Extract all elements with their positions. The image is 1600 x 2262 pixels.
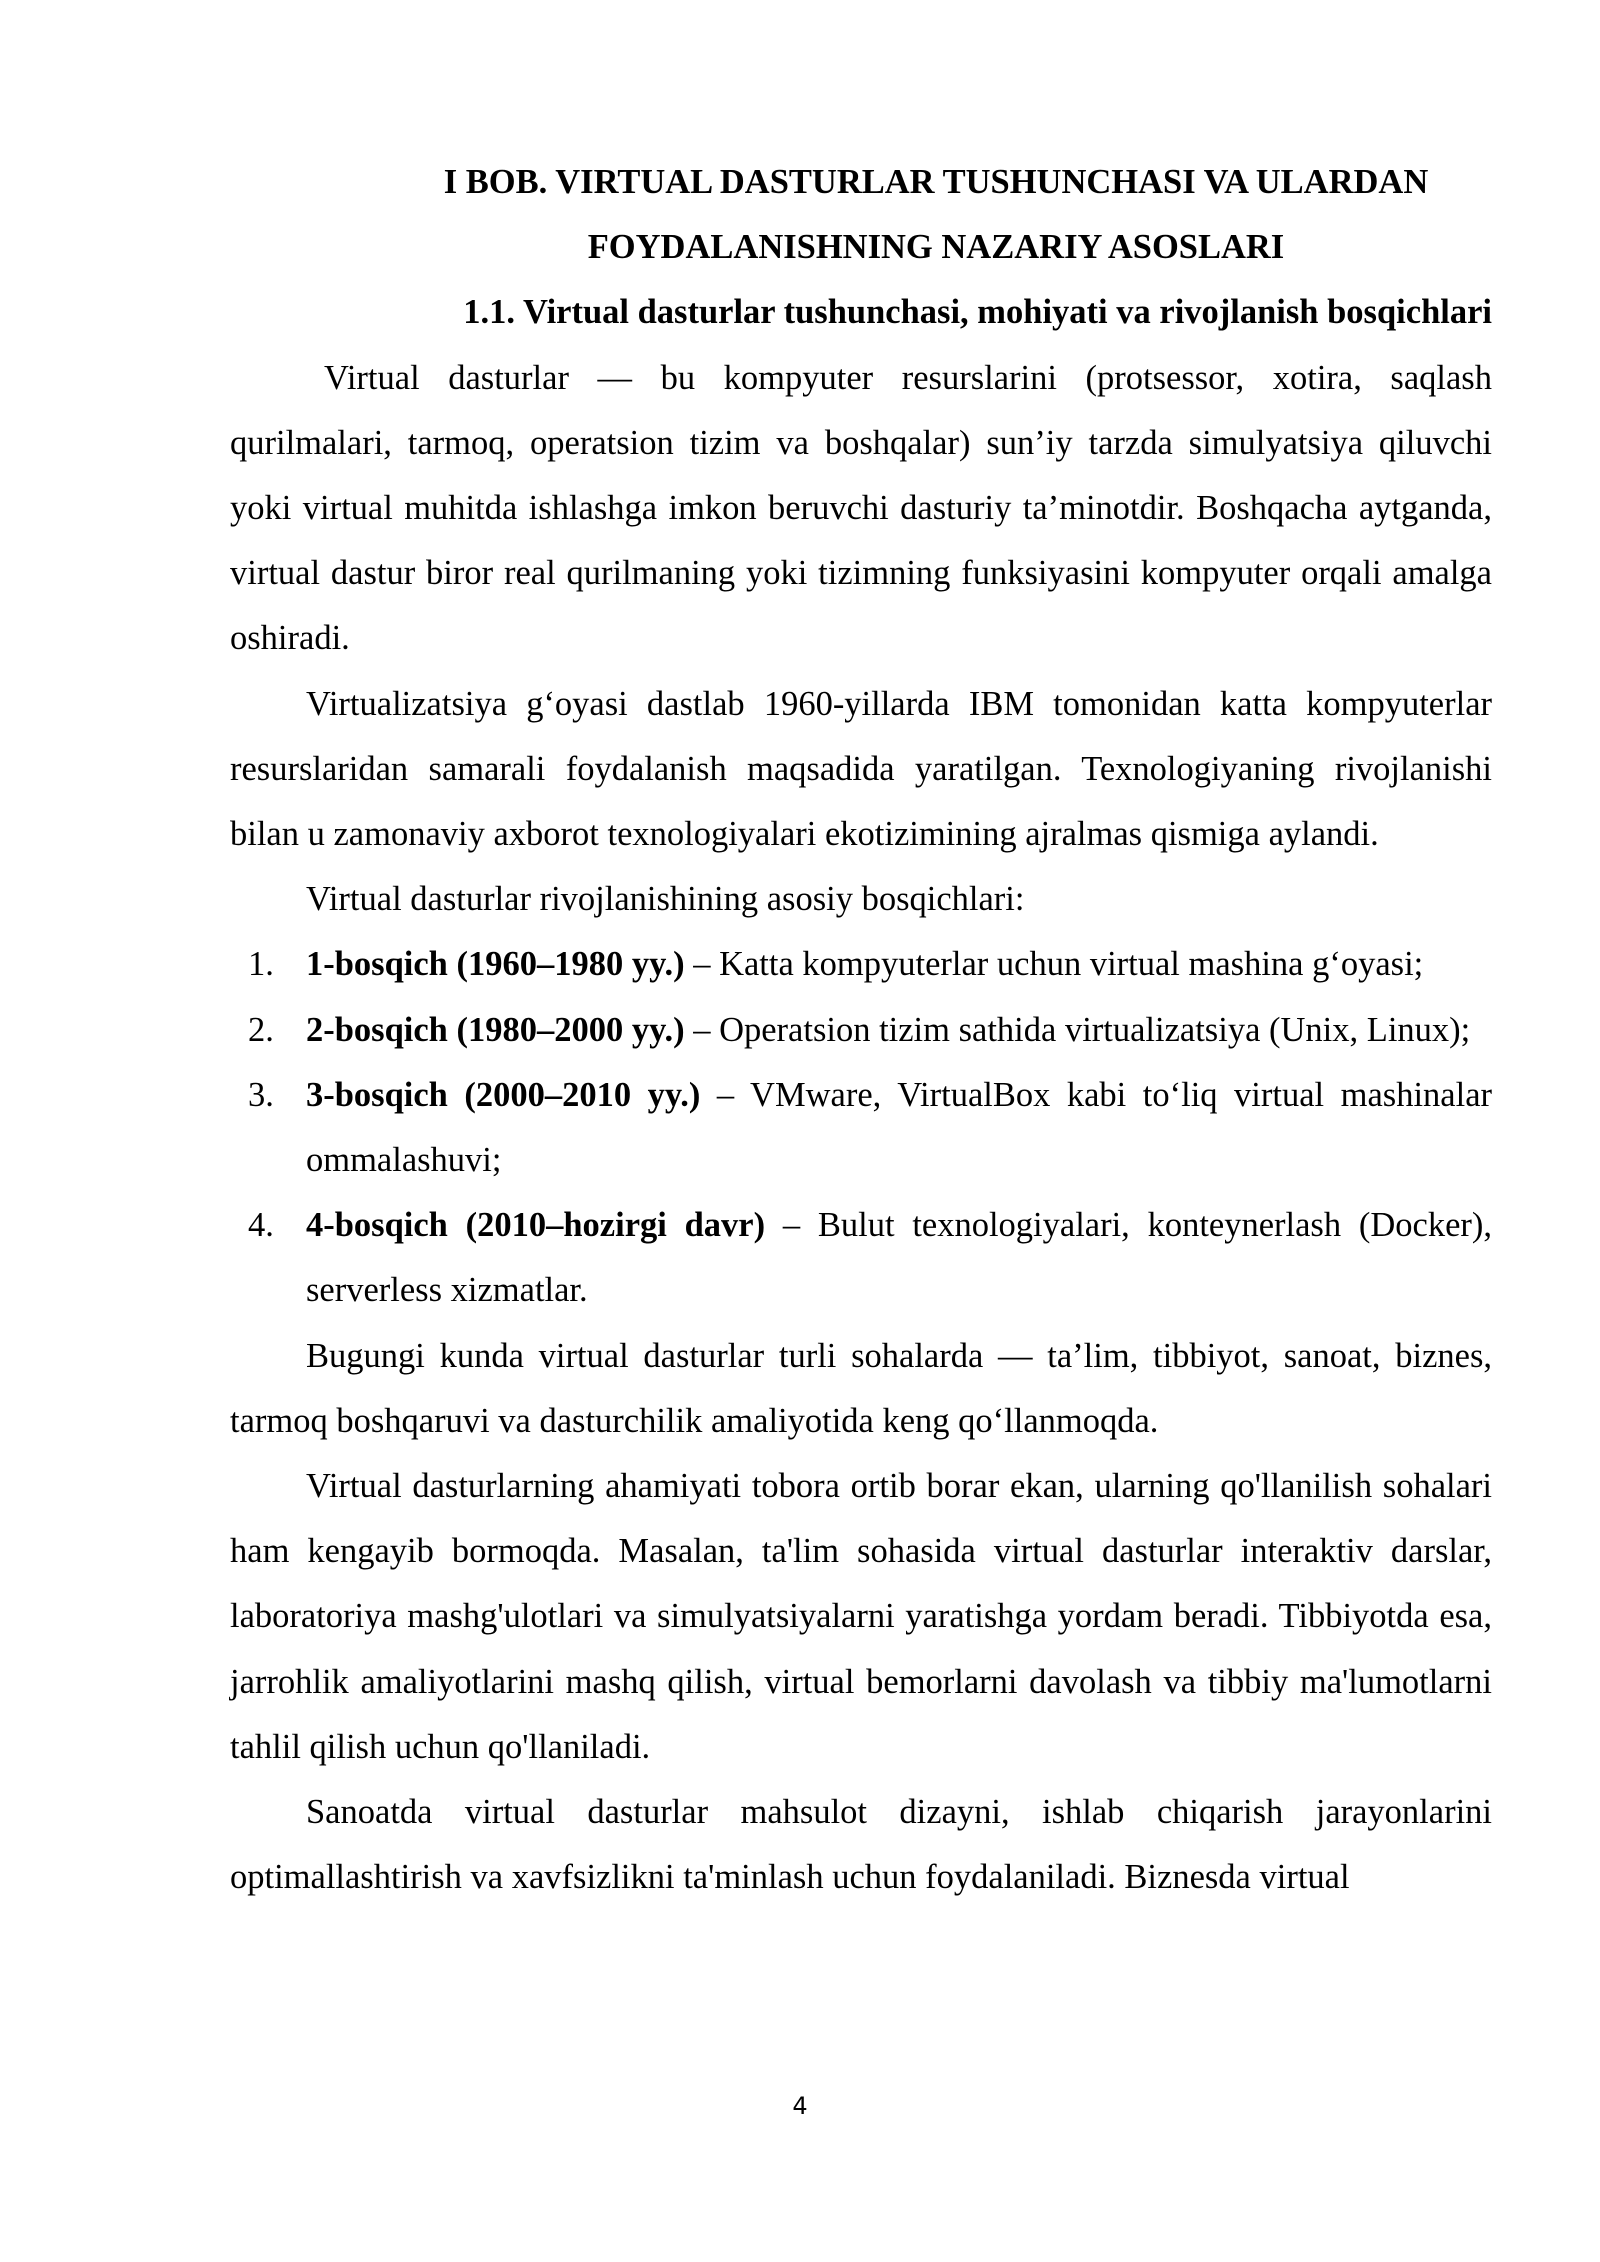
list-item (230, 932, 1492, 997)
chapter-title-line-1: I BOB. VIRTUAL DASTURLAR TUSHUNCHASI VA ULARDAN (443, 163, 1429, 201)
list-item (230, 1063, 1492, 1193)
paragraph-history: Virtualizatsiya g‘oyasi dastlab 1960-yillarda IBM tomonidan katta kompyuterlar resurslaridan samarali foydalanish maqsadida yaratilgan. Texnologiyaning rivojlanishi bilan u zamonaviy axborot texnologiyalari ekotizimining ajralmas qismiga aylandi. (230, 684, 1492, 854)
list-item (230, 998, 1492, 1063)
paragraph-industry: Sanoatda virtual dasturlar mahsulot dizayni, ishlab chiqarish jarayonlarini optimallashtirish va xavfsizlikni ta'minlash uchun foydalaniladi. Biznesda virtual (230, 1793, 1492, 1897)
list-item-label: 4-bosqich (2010–hozirgi davr) (306, 1206, 766, 1245)
list-item-text: – Katta kompyuterlar uchun virtual mashina g‘oyasi; (684, 945, 1424, 984)
list-item-label: 1-bosqich (1960–1980 yy.) (306, 945, 685, 984)
list-item-number: 3. (248, 1075, 274, 1114)
paragraph-definition: Virtual dasturlar — bu kompyuter resurslarini (protsessor, xotira, saqlash qurilmalari, tarmoq, operatsion tizim va boshqalar) sun’iy tarzda simulyatsiya qiluvchi yoki virtual muhitda ishlashga imkon beruvchi dasturiy ta’minotdir. Boshqacha aytganda, virtual dastur biror real qurilmaning yoki tizimning funksiyasini kompyuter orqali amalga oshiradi. (230, 358, 1492, 658)
section-title: 1.1. Virtual dasturlar tushunchasi, mohiyati va rivojlanish bosqichlari (463, 293, 1492, 332)
chapter-title (230, 150, 1492, 280)
list-item-label: 3-bosqich (2000–2010 yy.) (306, 1075, 701, 1114)
paragraph-importance: Virtual dasturlarning ahamiyati tobora ortib borar ekan, ularning qo'llanilish sohalari ham kengayib bormoqda. Masalan, ta'lim sohasida virtual dasturlar interaktiv darslar, laboratoriya mashg'ulotlari va simulyatsiyalarni yaratishga yordam beradi. Tibbiyotda esa, jarrohlik amaliyotlarini mashq qilish, virtual bemorlarni davolash va tibbiy ma'lumotlarni tahlil qilish uchun qo'llaniladi. (230, 1467, 1492, 1766)
paragraph-usage-today: Bugungi kunda virtual dasturlar turli sohalarda — ta’lim, tibbiyot, sanoat, biznes, tarmoq boshqaruvi va dasturchilik amaliyotida keng qo‘llanmoqda. (230, 1336, 1492, 1440)
list-item-text: – Operatsion tizim sathida virtualizatsiya (Unix, Linux); (684, 1010, 1471, 1049)
list-item (230, 1193, 1492, 1323)
list-item-text: – VMware, VirtualBox kabi to‘liq virtual mashinalar ommalashuvi; (306, 1075, 1493, 1180)
list-item-number: 4. (248, 1206, 274, 1245)
list-item-label: 2-bosqich (1980–2000 yy.) (306, 1010, 685, 1049)
paragraph-stages-intro: Virtual dasturlar rivojlanishining asosiy bosqichlari: (306, 880, 1025, 919)
list-item-text: – Bulut texnologiyalari, konteynerlash (Docker), serverless xizmatlar. (306, 1206, 1492, 1310)
stages-list (230, 932, 1492, 1323)
document-page (230, 150, 1492, 1910)
chapter-title-line-2: FOYDALANISHNING NAZARIY ASOSLARI (587, 228, 1285, 267)
list-item-number: 2. (248, 1010, 274, 1049)
list-item-number: 1. (248, 945, 274, 984)
page-number: 4 (792, 2092, 808, 2120)
